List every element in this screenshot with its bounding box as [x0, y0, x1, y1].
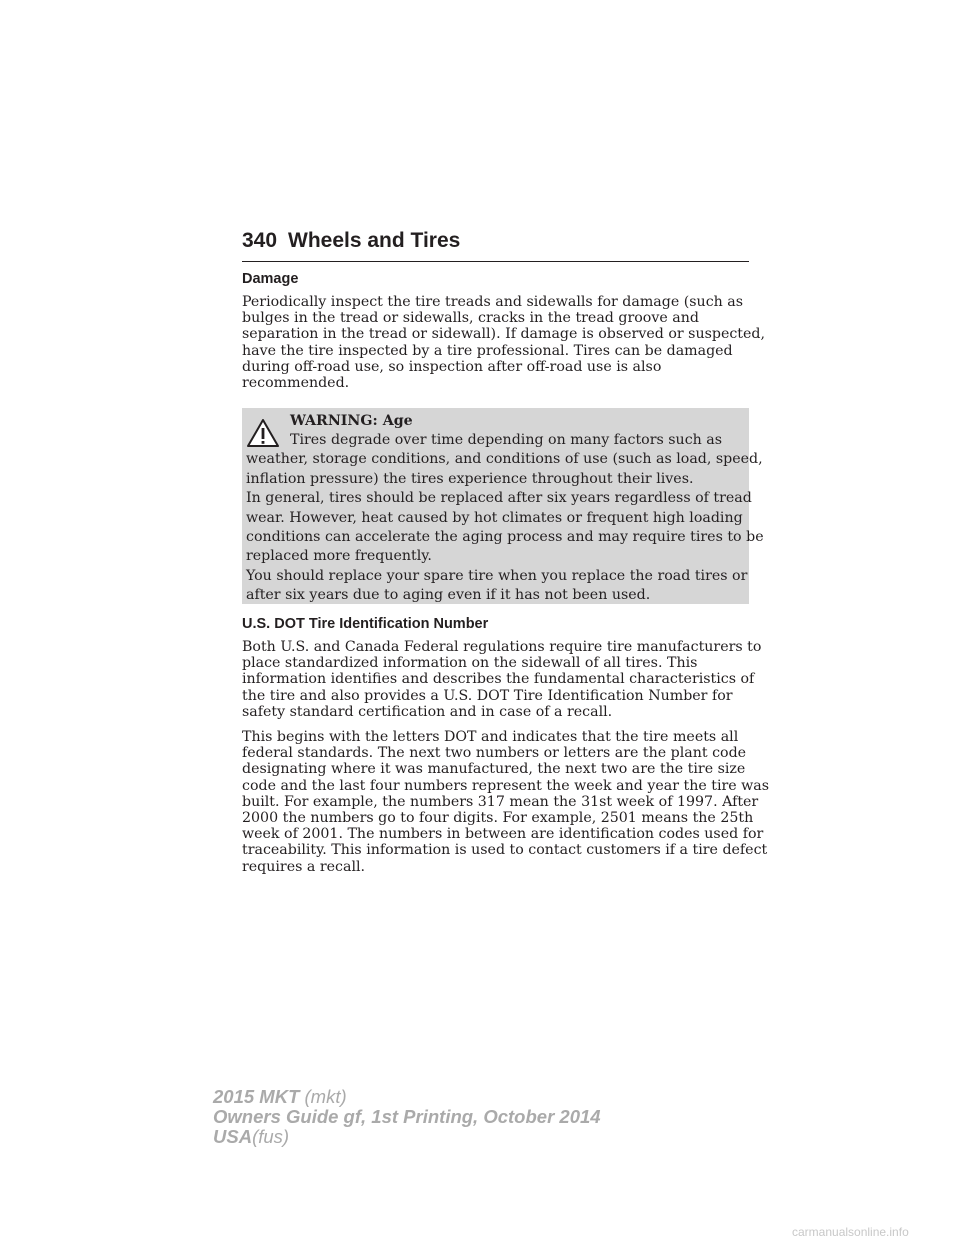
chapter-title: Wheels and Tires: [288, 229, 461, 252]
watermark: carmanualsonline.info: [792, 1225, 909, 1239]
print-footer: 2015 MKT (mkt) Owners Guide gf, 1st Printing, October 2014 USA(fus): [213, 1086, 601, 1147]
warning-text: Tires degrade over time depending on many factors such as weather, storage conditions, and conditions of use (such as load, speed, inflation pressure) the tires experience throughout their lives. In general, tires should be replaced after six years regardless of tread wear. However, heat caused by hot climates or frequent high loading conditions can accelerate the aging process and may require tires to be replaced more frequently. You should replace your spare tire when you replace the road tires or after six years due to aging even if it has not been used.: [246, 432, 764, 604]
damage-heading: Damage: [242, 271, 299, 287]
warning-title: WARNING: Age: [290, 413, 413, 429]
page-header: [242, 229, 749, 262]
dot-paragraph-2: This begins with the letters DOT and indicates that the tire meets all federal standards. The next two numbers or letters are the plant code designating where it was manufactured, the next two are the tire size code and the last four numbers represent the week and year the tire was built. For example, the numbers 317 mean the 31st week of 1997. After 2000 the numbers go to four digits. For example, 2501 means the 25th week of 2001. The numbers in between are identification codes used for traceability. This information is used to contact customers if a tire defect requires a recall.: [242, 729, 770, 875]
page-number: 340: [242, 229, 278, 252]
dot-heading: U.S. DOT Tire Identification Number: [242, 616, 489, 632]
damage-paragraph: Periodically inspect the tire treads and sidewalls for damage (such as bulges in the tread or sidewalls, cracks in the tread groove and separation in the tread or sidewall). If damage is observed or suspected, have the tire inspected by a tire professional. Tires can be damaged during off-road use, so inspection after off-road use is also recommended.: [242, 294, 765, 392]
dot-paragraph-1: Both U.S. and Canada Federal regulations require tire manufacturers to place standardized information on the sidewall of all tires. This information identifies and describes the fundamental characteristics of the tire and also provides a U.S. DOT Tire Identification Number for safety standard certification and in case of a recall.: [242, 639, 762, 720]
warning-box: [242, 408, 764, 604]
